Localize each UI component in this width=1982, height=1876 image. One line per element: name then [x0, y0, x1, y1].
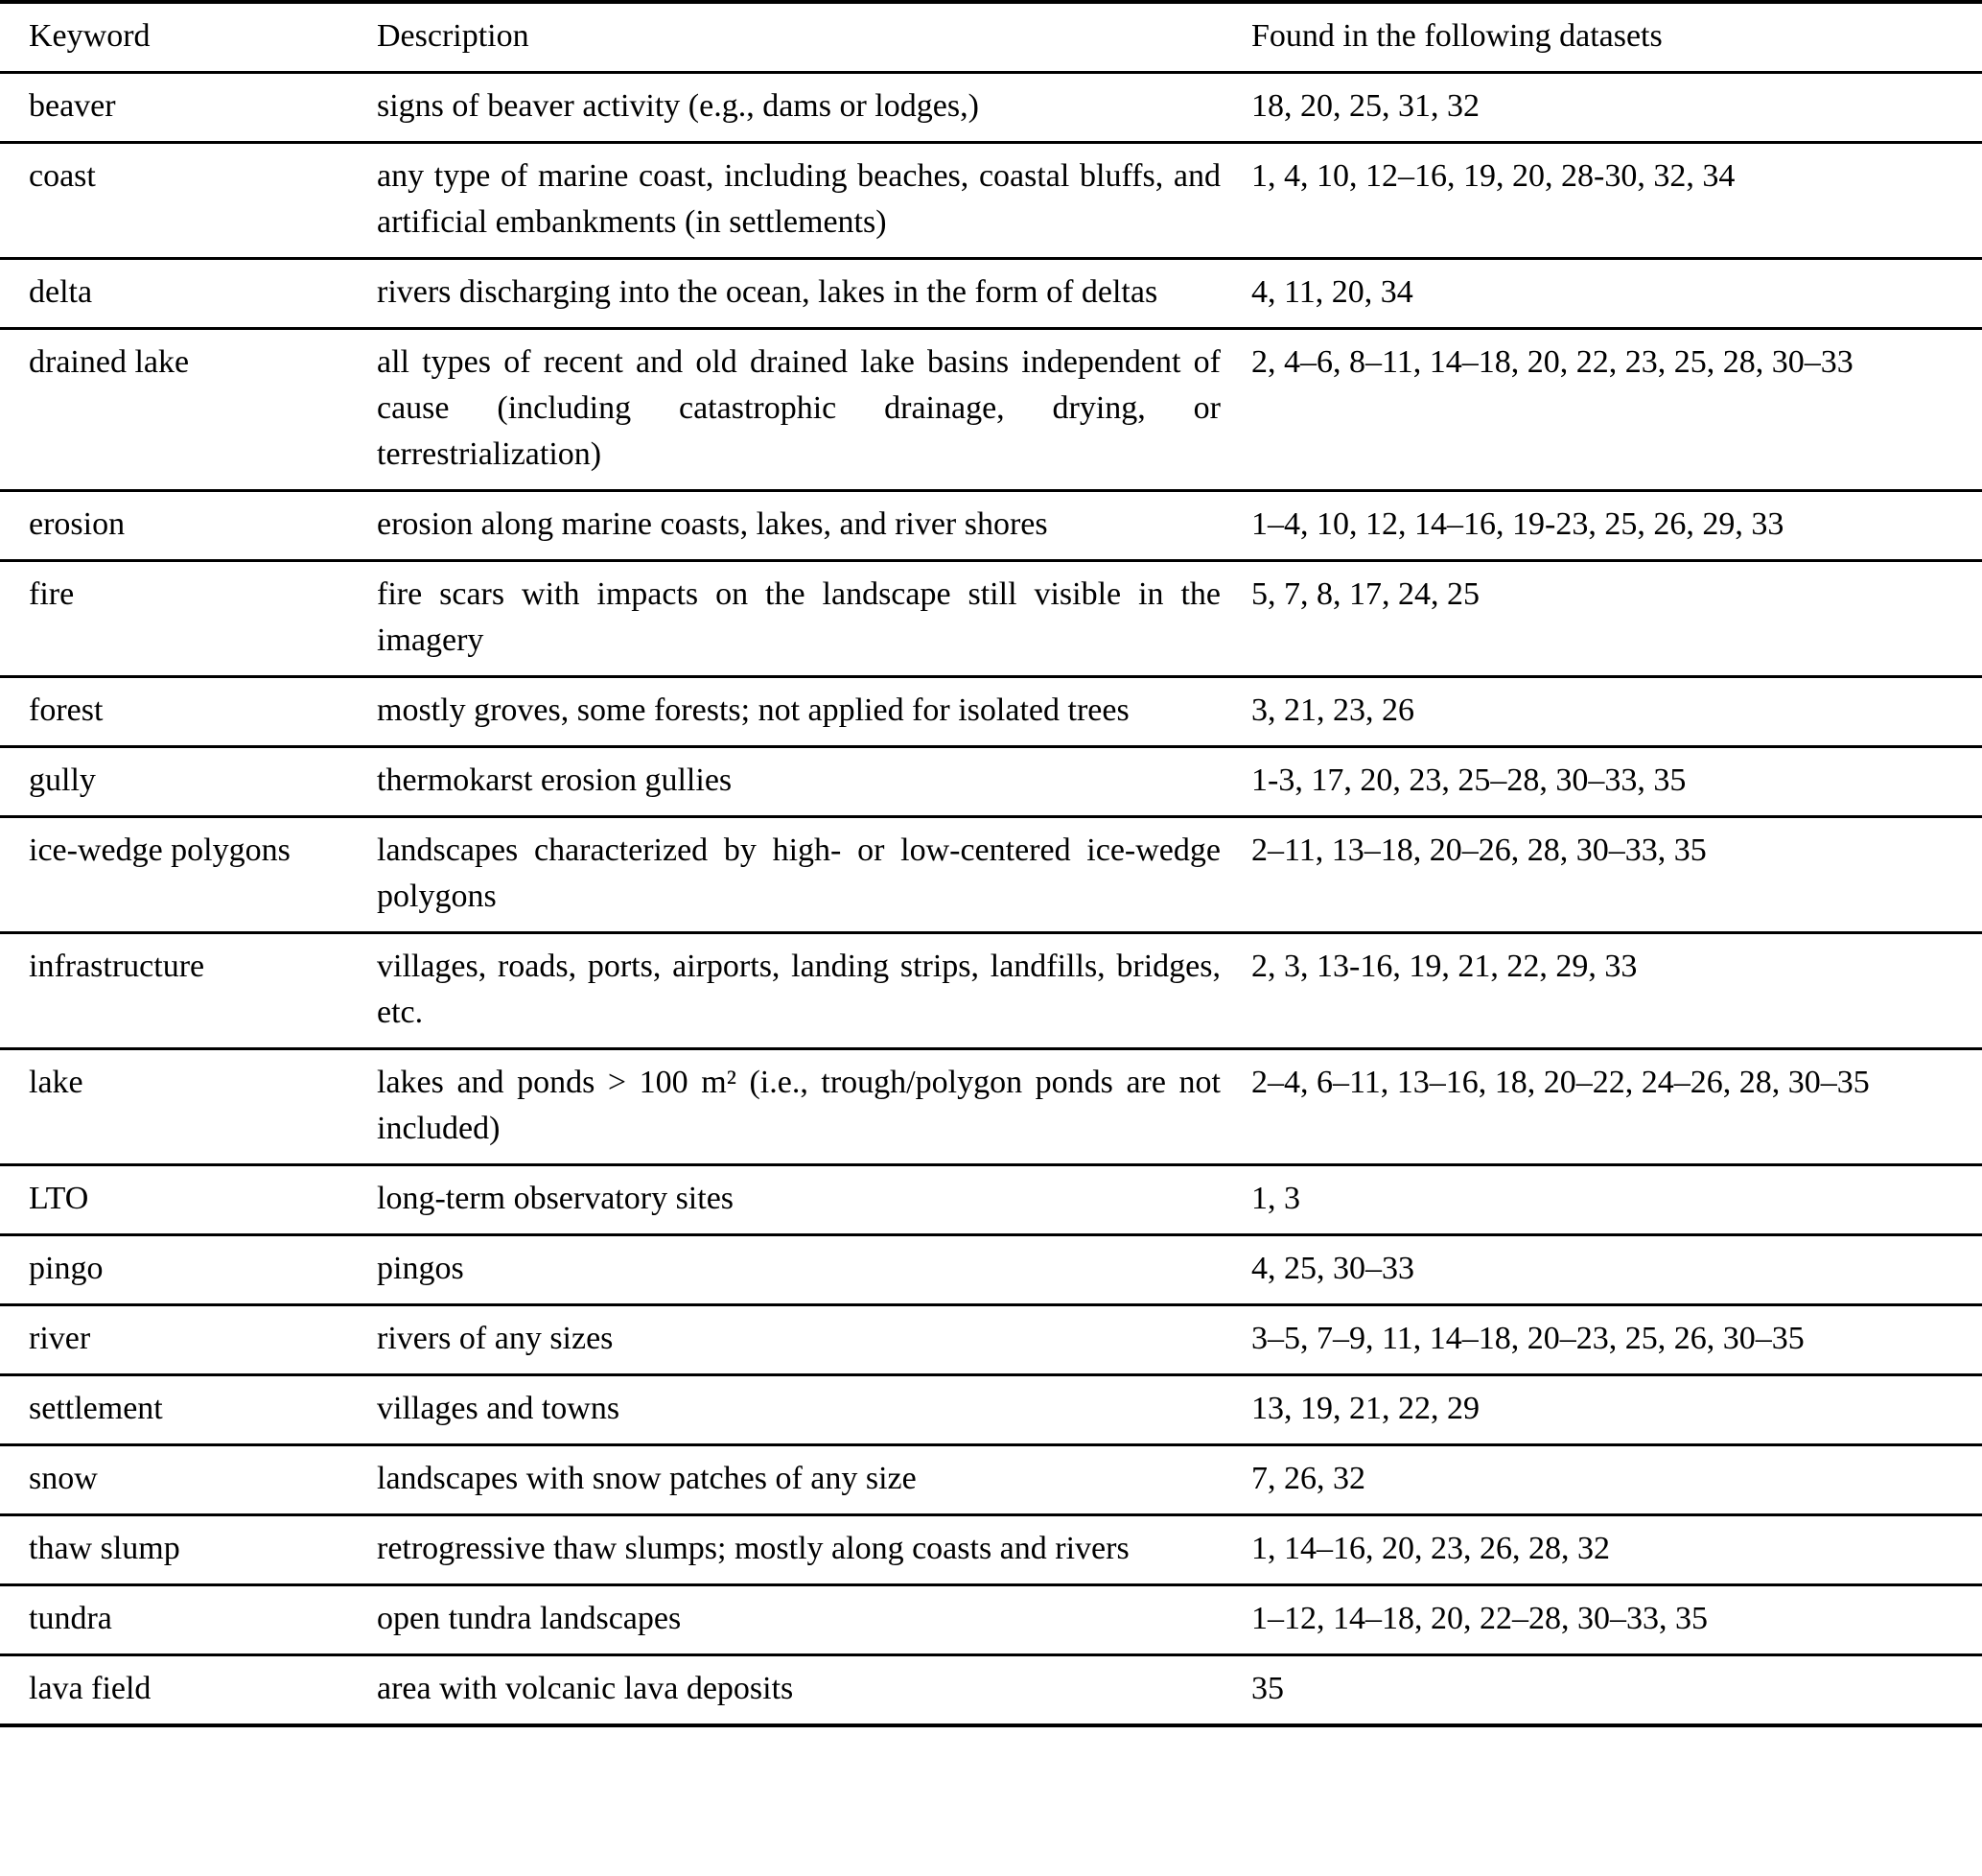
description-cell: rivers discharging into the ocean, lakes in the form of deltas: [377, 259, 1221, 329]
keyword-cell: thaw slump: [0, 1515, 377, 1585]
keyword-cell: forest: [0, 677, 377, 747]
table-row: [0, 1235, 1982, 1305]
table-row: [0, 1655, 1982, 1726]
description-cell: open tundra landscapes: [377, 1585, 1221, 1655]
table-row: [0, 143, 1982, 259]
table-row: [0, 677, 1982, 747]
datasets-cell: 35: [1221, 1655, 1982, 1726]
table-header-row: [0, 2, 1982, 73]
table-row: [0, 1375, 1982, 1445]
keyword-cell: snow: [0, 1445, 377, 1515]
table-row: [0, 1515, 1982, 1585]
datasets-cell: 4, 25, 30–33: [1221, 1235, 1982, 1305]
keyword-cell: delta: [0, 259, 377, 329]
datasets-cell: 2–4, 6–11, 13–16, 18, 20–22, 24–26, 28, 30–35: [1221, 1049, 1982, 1165]
table-row: [0, 259, 1982, 329]
description-cell: landscapes with snow patches of any size: [377, 1445, 1221, 1515]
table-row: [0, 747, 1982, 817]
datasets-cell: 1–4, 10, 12, 14–16, 19-23, 25, 26, 29, 33: [1221, 491, 1982, 561]
description-cell: landscapes characterized by high- or low-centered ice-wedge polygons: [377, 817, 1221, 933]
datasets-cell: 2–11, 13–18, 20–26, 28, 30–33, 35: [1221, 817, 1982, 933]
description-cell: pingos: [377, 1235, 1221, 1305]
table-row: [0, 561, 1982, 677]
datasets-cell: 4, 11, 20, 34: [1221, 259, 1982, 329]
table-row: [0, 73, 1982, 143]
keyword-cell: tundra: [0, 1585, 377, 1655]
keyword-cell: drained lake: [0, 329, 377, 491]
description-cell: erosion along marine coasts, lakes, and river shores: [377, 491, 1221, 561]
keyword-cell: gully: [0, 747, 377, 817]
column-header-keyword: Keyword: [0, 2, 377, 73]
datasets-cell: 18, 20, 25, 31, 32: [1221, 73, 1982, 143]
description-cell: retrogressive thaw slumps; mostly along coasts and rivers: [377, 1515, 1221, 1585]
table-row: [0, 1445, 1982, 1515]
table-row: [0, 1305, 1982, 1375]
description-cell: rivers of any sizes: [377, 1305, 1221, 1375]
table-row: [0, 933, 1982, 1049]
description-cell: villages and towns: [377, 1375, 1221, 1445]
description-cell: lakes and ponds > 100 m² (i.e., trough/polygon ponds are not included): [377, 1049, 1221, 1165]
keyword-cell: river: [0, 1305, 377, 1375]
keyword-cell: LTO: [0, 1165, 377, 1235]
table-row: [0, 1049, 1982, 1165]
keyword-cell: lake: [0, 1049, 377, 1165]
column-header-description: Description: [377, 2, 1221, 73]
description-cell: area with volcanic lava deposits: [377, 1655, 1221, 1726]
datasets-cell: 1–12, 14–18, 20, 22–28, 30–33, 35: [1221, 1585, 1982, 1655]
table-row: [0, 817, 1982, 933]
table-row: [0, 1165, 1982, 1235]
table-row: [0, 1585, 1982, 1655]
column-header-datasets: Found in the following datasets: [1221, 2, 1982, 73]
keyword-cell: infrastructure: [0, 933, 377, 1049]
datasets-cell: 1, 14–16, 20, 23, 26, 28, 32: [1221, 1515, 1982, 1585]
datasets-cell: 1-3, 17, 20, 23, 25–28, 30–33, 35: [1221, 747, 1982, 817]
table-row: [0, 491, 1982, 561]
table-row: [0, 329, 1982, 491]
keyword-cell: pingo: [0, 1235, 377, 1305]
keyword-cell: coast: [0, 143, 377, 259]
datasets-cell: 1, 4, 10, 12–16, 19, 20, 28-30, 32, 34: [1221, 143, 1982, 259]
datasets-cell: 13, 19, 21, 22, 29: [1221, 1375, 1982, 1445]
keyword-cell: erosion: [0, 491, 377, 561]
description-cell: mostly groves, some forests; not applied for isolated trees: [377, 677, 1221, 747]
keyword-cell: lava field: [0, 1655, 377, 1726]
description-cell: thermokarst erosion gullies: [377, 747, 1221, 817]
keyword-cell: ice-wedge polygons: [0, 817, 377, 933]
description-cell: long-term observatory sites: [377, 1165, 1221, 1235]
keyword-cell: fire: [0, 561, 377, 677]
description-cell: all types of recent and old drained lake basins independent of cause (including catastrophic drainage, drying, or terrestrialization): [377, 329, 1221, 491]
datasets-cell: 2, 3, 13-16, 19, 21, 22, 29, 33: [1221, 933, 1982, 1049]
description-cell: villages, roads, ports, airports, landing strips, landfills, bridges, etc.: [377, 933, 1221, 1049]
keyword-cell: beaver: [0, 73, 377, 143]
datasets-cell: 3–5, 7–9, 11, 14–18, 20–23, 25, 26, 30–35: [1221, 1305, 1982, 1375]
datasets-cell: 3, 21, 23, 26: [1221, 677, 1982, 747]
description-cell: any type of marine coast, including beaches, coastal bluffs, and artificial embankments (in settlements): [377, 143, 1221, 259]
datasets-cell: 2, 4–6, 8–11, 14–18, 20, 22, 23, 25, 28, 30–33: [1221, 329, 1982, 491]
datasets-cell: 1, 3: [1221, 1165, 1982, 1235]
datasets-cell: 5, 7, 8, 17, 24, 25: [1221, 561, 1982, 677]
description-cell: fire scars with impacts on the landscape still visible in the imagery: [377, 561, 1221, 677]
keyword-cell: settlement: [0, 1375, 377, 1445]
description-cell: signs of beaver activity (e.g., dams or lodges,): [377, 73, 1221, 143]
datasets-cell: 7, 26, 32: [1221, 1445, 1982, 1515]
